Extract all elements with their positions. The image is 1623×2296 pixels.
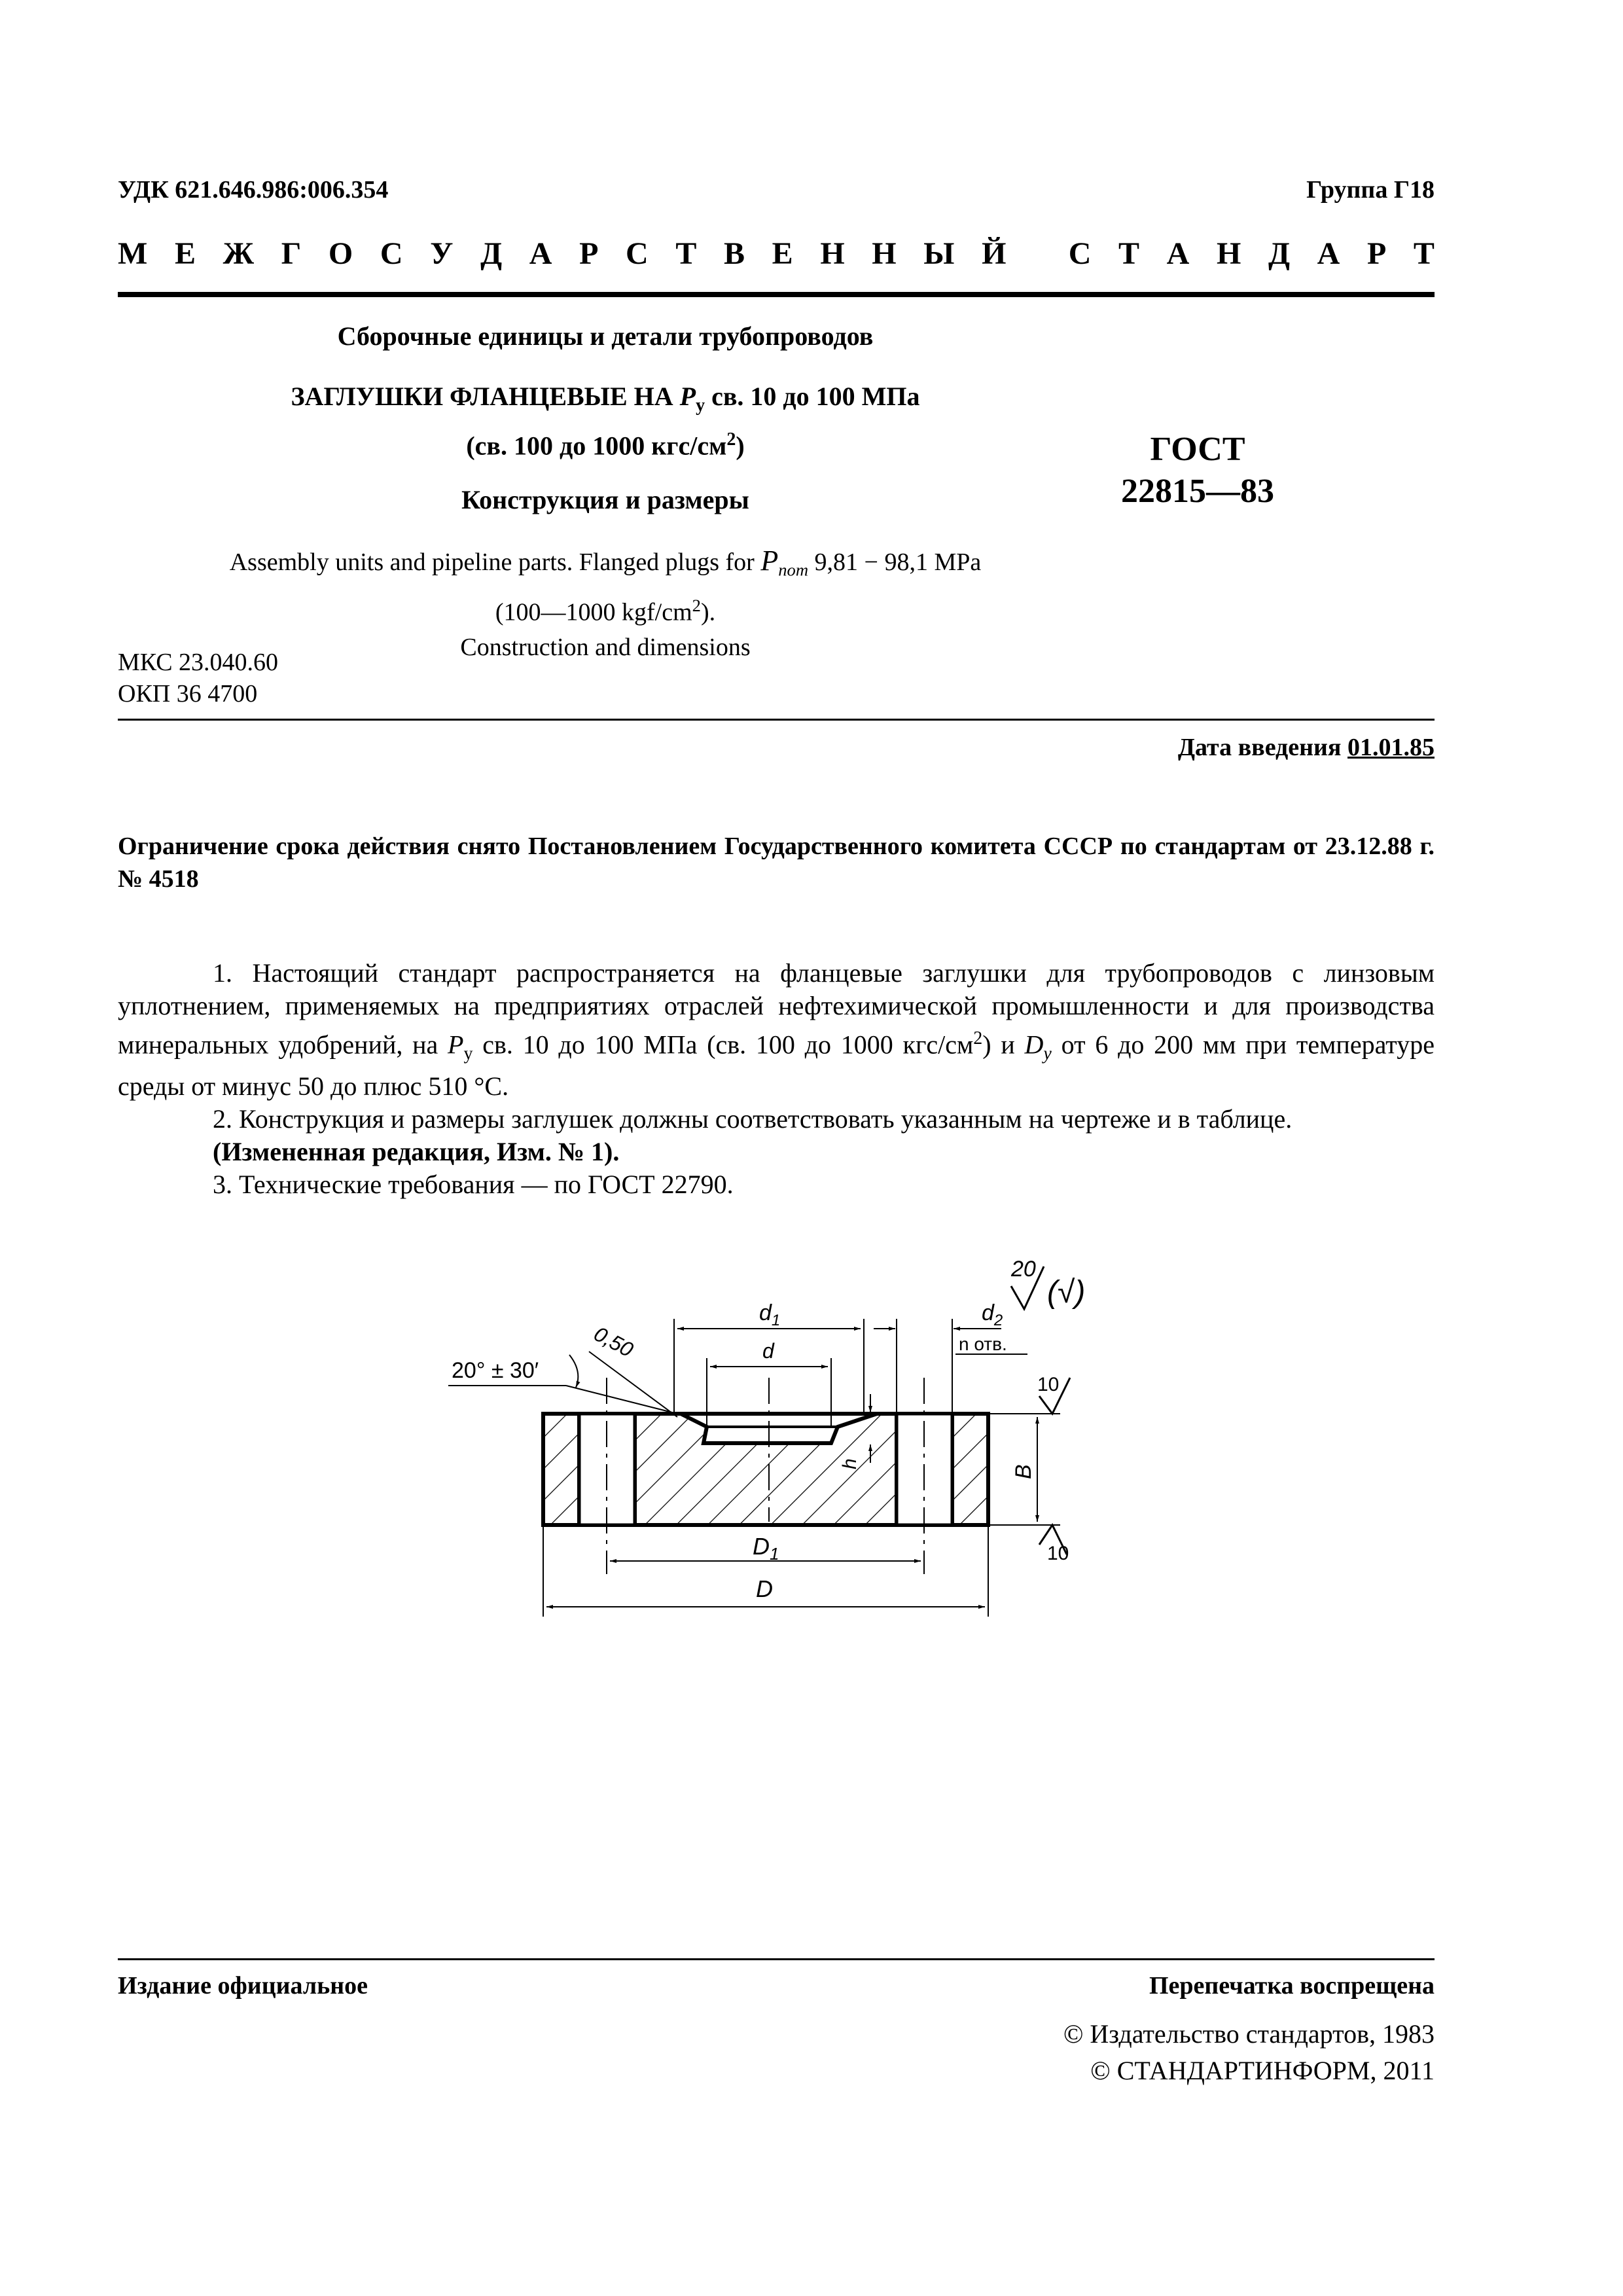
heading-letter: А	[1166, 236, 1190, 271]
svg-text:20° ± 30′: 20° ± 30′	[452, 1358, 539, 1383]
svg-text:d2: $d_2$	[982, 1300, 1003, 1329]
svg-text:n отв.: n отв.	[959, 1334, 1007, 1354]
heading-letter: Г	[281, 236, 302, 271]
heading-letter: Н	[1216, 236, 1241, 271]
footer-rule	[118, 1958, 1435, 1960]
reprint-prohibited-label: Перепечатка воспрещена	[1149, 1972, 1435, 2000]
heading-letter: С	[380, 236, 403, 271]
mks-code: МКС 23.040.60	[118, 649, 279, 676]
svg-text:20: 20	[1011, 1257, 1036, 1282]
heading-letter: Р	[579, 236, 599, 271]
heading-letter: О	[328, 236, 353, 271]
heading-letter: А	[1317, 236, 1340, 271]
svg-text:h: h	[839, 1458, 861, 1469]
header-rule	[118, 292, 1435, 297]
heading-letter: У	[430, 236, 454, 271]
document-body	[118, 957, 1435, 1201]
heading-letter: Н	[872, 236, 897, 271]
copyright-1983: © Издательство стандартов, 1983	[1063, 2019, 1435, 2049]
heading-letter: Ж	[223, 236, 255, 271]
official-edition-label: Издание официальное	[118, 1972, 368, 2000]
classification-codes	[118, 647, 278, 709]
gost-number: ГОСТ 22815—83	[1121, 431, 1274, 510]
heading-letter: А	[529, 236, 552, 271]
roughness-symbol-top	[1037, 1374, 1070, 1414]
heading-letter: М	[118, 236, 148, 271]
dimension-D1	[610, 1533, 921, 1564]
introduction-date: Дата введения 01.01.85	[1177, 734, 1435, 761]
heading-letter: С	[626, 236, 649, 271]
heading-letter: В	[724, 236, 745, 271]
plug-drawing	[419, 1247, 1139, 1626]
english-title: Assembly units and pipeline parts. Flanged plugs for $P_{nom}$ 9,81 − 98,1 MPa (100—1000 kgf/$cm^2$). Construction and dimensions	[229, 545, 982, 662]
svg-text:(√): (√)	[1047, 1275, 1086, 1310]
svg-text:10: 10	[1047, 1543, 1069, 1564]
dimension-d2-holes	[874, 1300, 1027, 1414]
group-code: Группа Г18	[1306, 176, 1435, 204]
heading-letter: Р	[1366, 236, 1387, 271]
paragraph-4: 3. Технические требования — по ГОСТ 22790.	[213, 1170, 734, 1200]
svg-text:D: D	[756, 1575, 773, 1602]
dimension-B	[988, 1414, 1060, 1525]
heading-letter: Е	[772, 236, 793, 271]
heading-letter: С	[1068, 236, 1092, 271]
codes-rule	[118, 719, 1435, 721]
paragraph-2: 2. Конструкция и размеры заглушек должны соответствовать указанным на чертеже и в таблице.	[213, 1104, 1293, 1134]
svg-text:d1: $d_1$	[759, 1300, 781, 1329]
heading-letter: Д	[480, 236, 503, 271]
svg-text:0,50: 0,50	[590, 1321, 637, 1362]
title-line-1: Сборочные единицы и детали трубопроводов	[337, 321, 874, 351]
title-main: ЗАГЛУШКИ ФЛАНЦЕВЫЕ НА $P_у$ св. 10 до 100 МПа (св. 100 до 1000 кгс/$см^2$)	[291, 382, 920, 461]
restriction-note: Ограничение срока действия снято Постановлением Государственного комитета СССР по стандартам от 23.12.88 г. № 4518	[118, 833, 1435, 893]
okp-code: ОКП 36 4700	[118, 680, 258, 708]
standard-type-heading	[118, 236, 1435, 272]
paragraph-1: 1. Настоящий стандарт распространяется на фланцевые заглушки для трубопроводов с линзовым уплотнением, применяемых на предприятиях отраслей нефтехимической промышленности и для производства минеральных удобрений, на $P_у$ св. 10 до 100 МПа (св. 100 до 1000 кгс/$см^2$) и $D_у$ от 6 до 200 мм при температуре среды от минус 50 до плюс 510 °С.	[118, 958, 1435, 1102]
roughness-symbol-bottom	[1039, 1525, 1069, 1564]
heading-letter: Т	[1118, 236, 1140, 271]
udk-code: УДК 621.646.986:006.354	[118, 176, 389, 204]
heading-letter: Й	[982, 236, 1007, 271]
svg-text:d: d	[762, 1339, 774, 1363]
svg-text:10: 10	[1037, 1374, 1060, 1395]
copyright-block	[1063, 2016, 1435, 2089]
title-subtitle: Конструкция и размеры	[461, 485, 749, 514]
svg-text:D1: $D_1$	[753, 1533, 779, 1564]
heading-letter	[1033, 236, 1041, 272]
heading-letter: Д	[1268, 236, 1290, 271]
svg-text:B: B	[1011, 1464, 1036, 1479]
angle-annotation	[448, 1355, 677, 1414]
heading-letter: Н	[820, 236, 845, 271]
heading-letter: Т	[675, 236, 697, 271]
paragraph-3-amendment: (Измененная редакция, Изм. № 1).	[213, 1137, 620, 1167]
roughness-symbol-general	[1010, 1257, 1085, 1310]
heading-letter: Е	[174, 236, 196, 271]
copyright-2011: © СТАНДАРТИНФОРМ, 2011	[1090, 2056, 1435, 2085]
heading-letter: Т	[1413, 236, 1435, 271]
heading-letter: Ы	[923, 236, 955, 271]
